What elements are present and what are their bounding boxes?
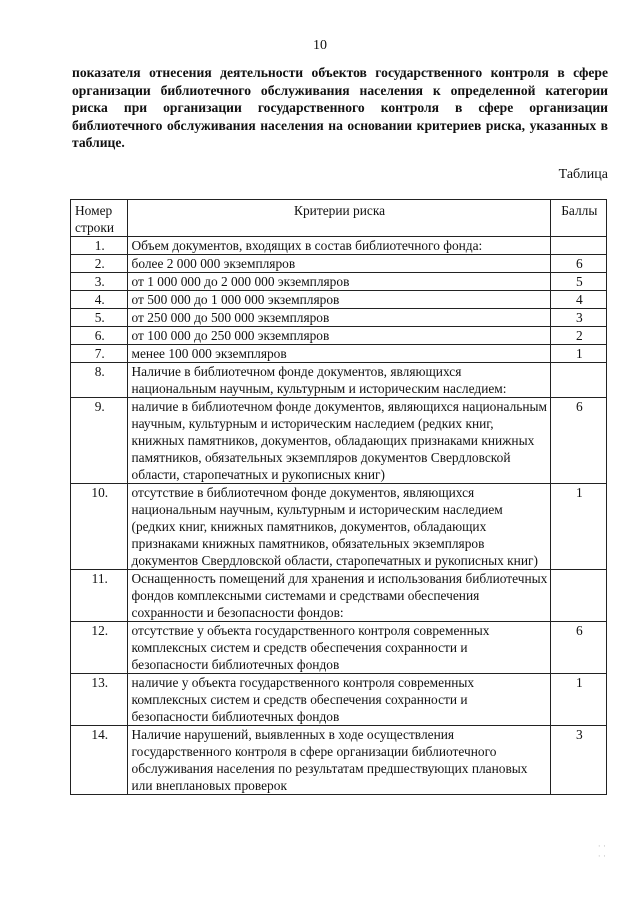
table-row [71,363,607,398]
row-number-cell: 9. [71,398,128,484]
criteria-cell: более 2 000 000 экземпляров [127,255,550,273]
header-criteria: Критерии риска [127,200,550,237]
points-cell: 2 [550,327,606,345]
row-number-cell: 6. [71,327,128,345]
row-number-cell: 4. [71,291,128,309]
table-row [71,291,607,309]
table-row [71,398,607,484]
intro-paragraph: показателя отнесения деятельности объектов государственного контроля в сфере организации библиотечного обслуживания населения к определенной категории риска при организации государственного контроля в сфере организации библиотечного обслуживания населения на основании критериев риска, указанных в таблице. [72,65,608,150]
table-row [71,345,607,363]
row-number-cell: 1. [71,237,128,255]
row-number-cell: 11. [71,570,128,622]
row-number-cell: 2. [71,255,128,273]
page-number: 10 [313,38,327,53]
criteria-cell: Объем документов, входящих в состав библиотечного фонда: [127,237,550,255]
points-cell: 1 [550,345,606,363]
points-cell [550,237,606,255]
header-row-number: Номер строки [71,200,128,237]
table-caption: Таблица [558,167,608,182]
points-cell: 5 [550,273,606,291]
criteria-cell: менее 100 000 экземпляров [127,345,550,363]
points-cell: 6 [550,255,606,273]
criteria-cell: отсутствие в библиотечном фонде документов, являющихся национальным научным, культурным и историческим наследием (редких книг, книжных памятников, документов, обладающих признаками книжных памятников, обязательных экземпляров документов Свердловской области, старопечатных и рукописных книг) [127,484,550,570]
points-cell: 6 [550,622,606,674]
criteria-cell: от 250 000 до 500 000 экземпляров [127,309,550,327]
points-cell: 3 [550,726,606,795]
table-row [71,255,607,273]
table-row [71,570,607,622]
table-row [71,622,607,674]
criteria-cell: от 1 000 000 до 2 000 000 экземпляров [127,273,550,291]
row-number-cell: 8. [71,363,128,398]
scan-artifact: · · · · [597,841,606,861]
row-number-cell: 7. [71,345,128,363]
criteria-cell: Наличие в библиотечном фонде документов, являющихся национальным научным, культурным и историческим наследием: [127,363,550,398]
table-row [71,674,607,726]
criteria-cell: от 500 000 до 1 000 000 экземпляров [127,291,550,309]
criteria-cell: Наличие нарушений, выявленных в ходе осуществления государственного контроля в сфере организации библиотечного обслуживания населения по результатам предшествующих плановых или внеплановых проверок [127,726,550,795]
row-number-cell: 14. [71,726,128,795]
row-number-cell: 10. [71,484,128,570]
criteria-cell: отсутствие у объекта государственного контроля современных комплексных систем и средств обеспечения сохранности и безопасности библиотечных фондов [127,622,550,674]
row-number-cell: 5. [71,309,128,327]
points-cell: 4 [550,291,606,309]
points-cell [550,363,606,398]
criteria-cell: наличие у объекта государственного контроля современных комплексных систем и средств обеспечения сохранности и безопасности библиотечных фондов [127,674,550,726]
row-number-cell: 13. [71,674,128,726]
criteria-cell: от 100 000 до 250 000 экземпляров [127,327,550,345]
table-row [71,273,607,291]
row-number-cell: 12. [71,622,128,674]
criteria-cell: наличие в библиотечном фонде документов, являющихся национальным научным, культурным и историческим наследием (редких книг, книжных памятников, документов, обладающих признаками книжных памятников, обязательных экземпляров документов Свердловской области, старопечатных и рукописных книг) [127,398,550,484]
row-number-cell: 3. [71,273,128,291]
points-cell: 3 [550,309,606,327]
points-cell: 1 [550,674,606,726]
criteria-cell: Оснащенность помещений для хранения и использования библиотечных фондов комплексными системами и средствами обеспечения сохранности и безопасности фондов: [127,570,550,622]
table-body [71,237,607,795]
header-points: Баллы [550,200,606,237]
table-row [71,237,607,255]
points-cell: 1 [550,484,606,570]
table-row [71,327,607,345]
table-row [71,309,607,327]
points-cell [550,570,606,622]
table-row [71,484,607,570]
risk-criteria-table [70,199,607,795]
table-header-row [71,200,607,237]
points-cell: 6 [550,398,606,484]
table-row [71,726,607,795]
